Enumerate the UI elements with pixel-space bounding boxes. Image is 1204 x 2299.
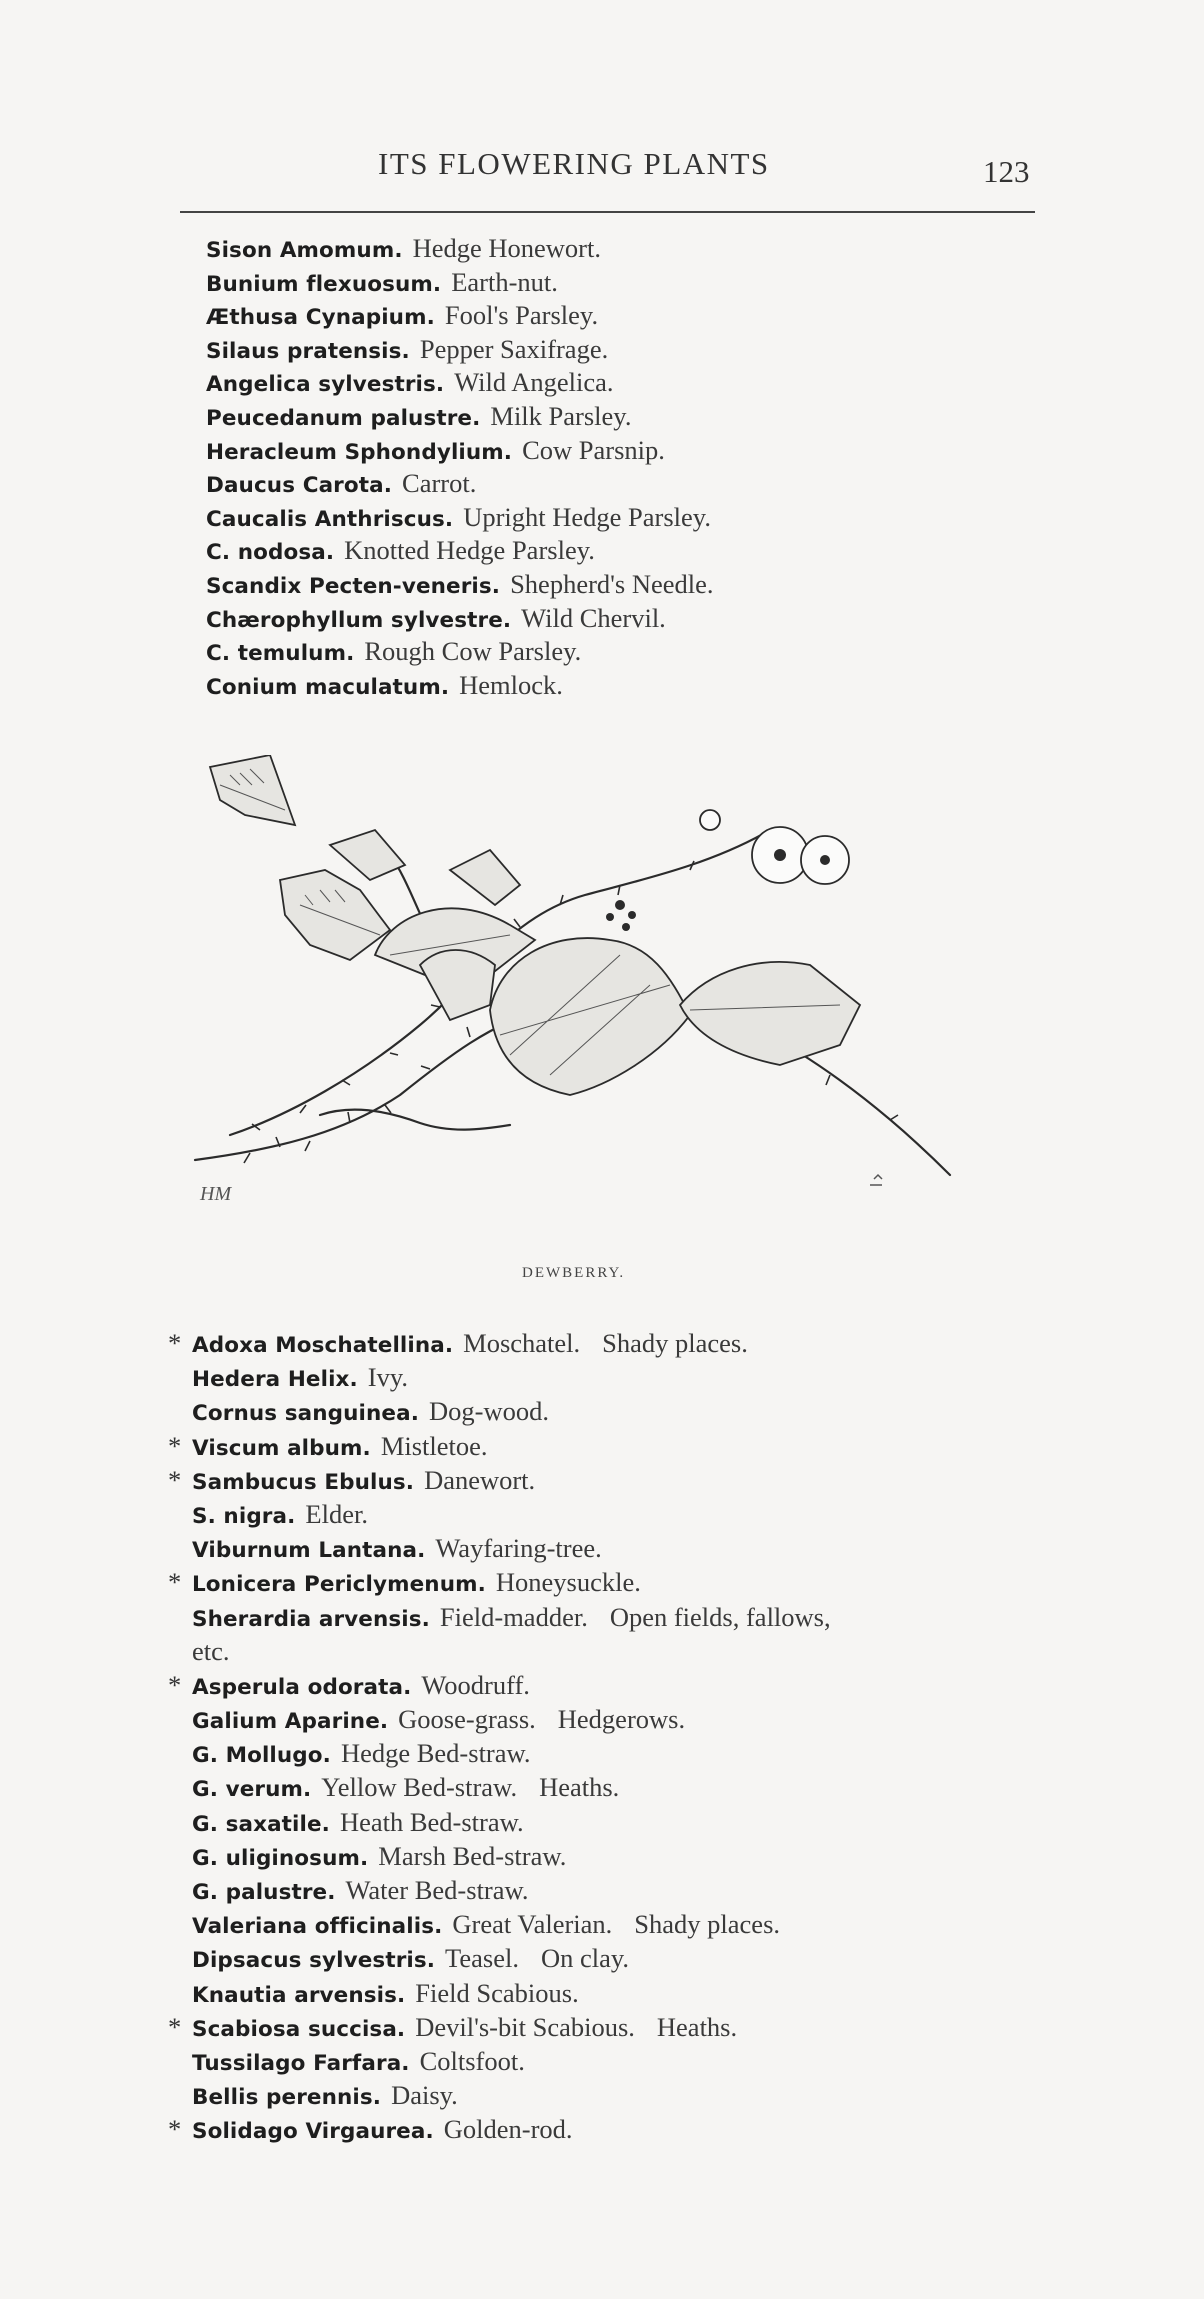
leaf [330, 830, 405, 880]
latin-name: Heracleum Sphondylium. [206, 439, 513, 465]
asterisk-marker: * [168, 1464, 182, 1495]
list-item [168, 1360, 831, 1394]
leaf [450, 850, 520, 905]
list-item [168, 1326, 831, 1360]
habitat-note: Shady places. [634, 1909, 781, 1940]
list-item [168, 2010, 831, 2044]
latin-name: Scandix Pecten-veneris. [206, 573, 501, 599]
list-item [168, 2078, 831, 2112]
common-name: Coltsfoot. [419, 2045, 525, 2076]
latin-name: G. saxatile. [192, 1811, 330, 1837]
common-name: Moschatel. [463, 1328, 581, 1358]
common-name: Honeysuckle. [495, 1567, 641, 1598]
common-name: Golden-rod. [443, 2114, 573, 2145]
list-item [206, 333, 714, 367]
plant-list-lower [168, 1326, 831, 2147]
habitat-note: Heaths. [539, 1772, 620, 1803]
list-item [168, 1976, 831, 2010]
list-item [168, 1770, 831, 1804]
leaf [680, 962, 860, 1065]
habitat-note: Shady places. [602, 1328, 748, 1358]
list-item [168, 1429, 831, 1463]
latin-name: C. nodosa. [206, 540, 335, 566]
page-number: 123 [983, 154, 1030, 189]
list-item [168, 1907, 831, 1941]
habitat-note: On clay. [540, 1943, 630, 1974]
illustration-caption: DEWBERRY. [522, 1265, 626, 1281]
common-name: Field Scabious. [415, 1977, 579, 2008]
common-name: Heath Bed-straw. [339, 1806, 524, 1837]
common-name: Yellow Bed-straw. [321, 1772, 518, 1803]
common-name: Wayfaring-tree. [435, 1533, 602, 1564]
list-item [168, 2044, 831, 2078]
latin-name: Valeriana officinalis. [192, 1914, 443, 1940]
latin-name: Peucedanum palustre. [206, 405, 481, 431]
list-item [168, 1941, 831, 1975]
list-item [206, 299, 714, 333]
common-name: Knotted Hedge Parsley. [344, 535, 595, 566]
flower-bud [700, 810, 720, 830]
list-item-continuation: etc. [192, 1635, 230, 1666]
common-name: Marsh Bed-straw. [378, 1840, 567, 1871]
list-item [168, 1702, 831, 1736]
leaf [490, 938, 690, 1095]
list-item [206, 635, 714, 669]
list-item [168, 1531, 831, 1565]
latin-name: Sherardia arvensis. [192, 1606, 430, 1632]
latin-name: Æthusa Cynapium. [206, 305, 435, 331]
list-item [168, 1463, 831, 1497]
common-name: Milk Parsley. [490, 400, 632, 431]
habitat-note: Hedgerows. [557, 1704, 686, 1735]
latin-name: Sison Amomum. [206, 238, 403, 263]
asterisk-marker: * [168, 1669, 182, 1700]
list-item [168, 1839, 831, 1873]
list-item [168, 1873, 831, 1907]
common-name: Fool's Parsley. [444, 300, 599, 331]
common-name: Cow Parsnip. [522, 434, 665, 465]
list-item [206, 434, 714, 468]
leaf [420, 950, 495, 1020]
asterisk-marker: * [168, 1328, 182, 1358]
common-name: Woodruff. [421, 1669, 530, 1700]
latin-name: Scabiosa succisa. [192, 2016, 406, 2042]
asterisk-marker: * [168, 1430, 182, 1461]
latin-name: G. palustre. [192, 1880, 336, 1905]
list-item [206, 669, 714, 703]
common-name: Danewort. [424, 1464, 536, 1495]
common-name: Ivy. [367, 1362, 409, 1393]
list-item [206, 400, 714, 434]
latin-name: Asperula odorata. [192, 1674, 412, 1700]
list-item [168, 1736, 831, 1770]
latin-name: Bellis perennis. [192, 2085, 382, 2111]
engraver-mark [870, 1175, 882, 1185]
running-title: ITS FLOWERING PLANTS [378, 146, 770, 181]
common-name: Wild Chervil. [521, 602, 666, 633]
latin-name: G. uliginosum. [192, 1845, 369, 1871]
habitat-note: Heaths. [656, 2011, 738, 2042]
habitat-note: Open fields, fallows, [609, 1601, 831, 1632]
common-name: Teasel. [445, 1943, 519, 1974]
leaf [280, 870, 390, 960]
dewberry-illustration [190, 755, 960, 1225]
latin-name: G. verum. [192, 1777, 312, 1803]
common-name: Hedge Bed-straw. [340, 1738, 531, 1769]
common-name: Wild Angelica. [454, 367, 614, 398]
list-item [206, 568, 714, 602]
common-name: Field-madder. [439, 1601, 588, 1632]
artist-initials: HM [200, 1183, 232, 1205]
header-rule [180, 211, 1035, 213]
plant-list-upper [206, 232, 714, 702]
running-head [0, 146, 1204, 189]
latin-name: S. nigra. [192, 1503, 296, 1529]
list-item [206, 467, 714, 501]
latin-name: Silaus pratensis. [206, 338, 410, 364]
latin-name: Sambucus Ebulus. [192, 1469, 415, 1495]
latin-name: Bunium flexuosum. [206, 271, 442, 297]
common-name: Earth-nut. [451, 266, 558, 297]
list-item [206, 232, 714, 266]
latin-name: Viburnum Lantana. [192, 1538, 426, 1564]
list-item [168, 1668, 831, 1702]
asterisk-marker: * [168, 1567, 182, 1598]
latin-name: G. Mollugo. [192, 1743, 331, 1769]
leaf [210, 755, 295, 825]
common-name: Carrot. [402, 468, 477, 499]
list-item [168, 2112, 831, 2146]
latin-name: Tussilago Farfara. [192, 2050, 410, 2076]
common-name: Daisy. [391, 2080, 458, 2111]
common-name: Devil's-bit Scabious. [415, 2011, 635, 2042]
list-item [168, 1394, 831, 1428]
common-name: Hedge Honewort. [412, 233, 601, 263]
list-item [168, 1805, 831, 1839]
latin-name: Dipsacus sylvestris. [192, 1948, 436, 1974]
common-name: Hemlock. [459, 669, 563, 700]
latin-name: Caucalis Anthriscus. [206, 506, 454, 532]
list-item [168, 1565, 831, 1599]
common-name: Water Bed-straw. [345, 1875, 529, 1905]
latin-name: Viscum album. [192, 1435, 371, 1461]
latin-name: Chærophyllum sylvestre. [206, 607, 512, 633]
list-item [206, 501, 714, 535]
common-name: Goose-grass. [398, 1704, 536, 1735]
latin-name: Solidago Virgaurea. [192, 2119, 434, 2145]
list-item [168, 1600, 831, 1634]
common-name: Pepper Saxifrage. [419, 333, 609, 364]
common-name: Elder. [305, 1498, 368, 1529]
latin-name: C. temulum. [206, 641, 355, 667]
common-name: Great Valerian. [452, 1909, 613, 1940]
common-name: Upright Hedge Parsley. [463, 501, 711, 532]
latin-name: Conium maculatum. [206, 674, 450, 700]
latin-name: Cornus sanguinea. [192, 1401, 419, 1427]
common-name: Mistletoe. [380, 1430, 488, 1461]
latin-name: Daucus Carota. [206, 473, 393, 499]
common-name: Rough Cow Parsley. [364, 636, 582, 667]
latin-name: Angelica sylvestris. [206, 372, 445, 398]
common-name: Shepherd's Needle. [510, 568, 714, 599]
asterisk-marker: * [168, 2114, 182, 2145]
list-item [206, 266, 714, 300]
latin-name: Adoxa Moschatellina. [192, 1333, 454, 1358]
common-name: Dog-wood. [429, 1396, 549, 1427]
asterisk-marker: * [168, 2011, 182, 2042]
bramble-stem [490, 830, 770, 955]
list-item [206, 534, 714, 568]
list-item [206, 366, 714, 400]
latin-name: Knautia arvensis. [192, 1982, 406, 2008]
list-item [168, 1497, 831, 1531]
latin-name: Lonicera Periclymenum. [192, 1572, 486, 1598]
latin-name: Galium Aparine. [192, 1709, 389, 1735]
latin-name: Hedera Helix. [192, 1367, 358, 1393]
list-item [206, 602, 714, 636]
